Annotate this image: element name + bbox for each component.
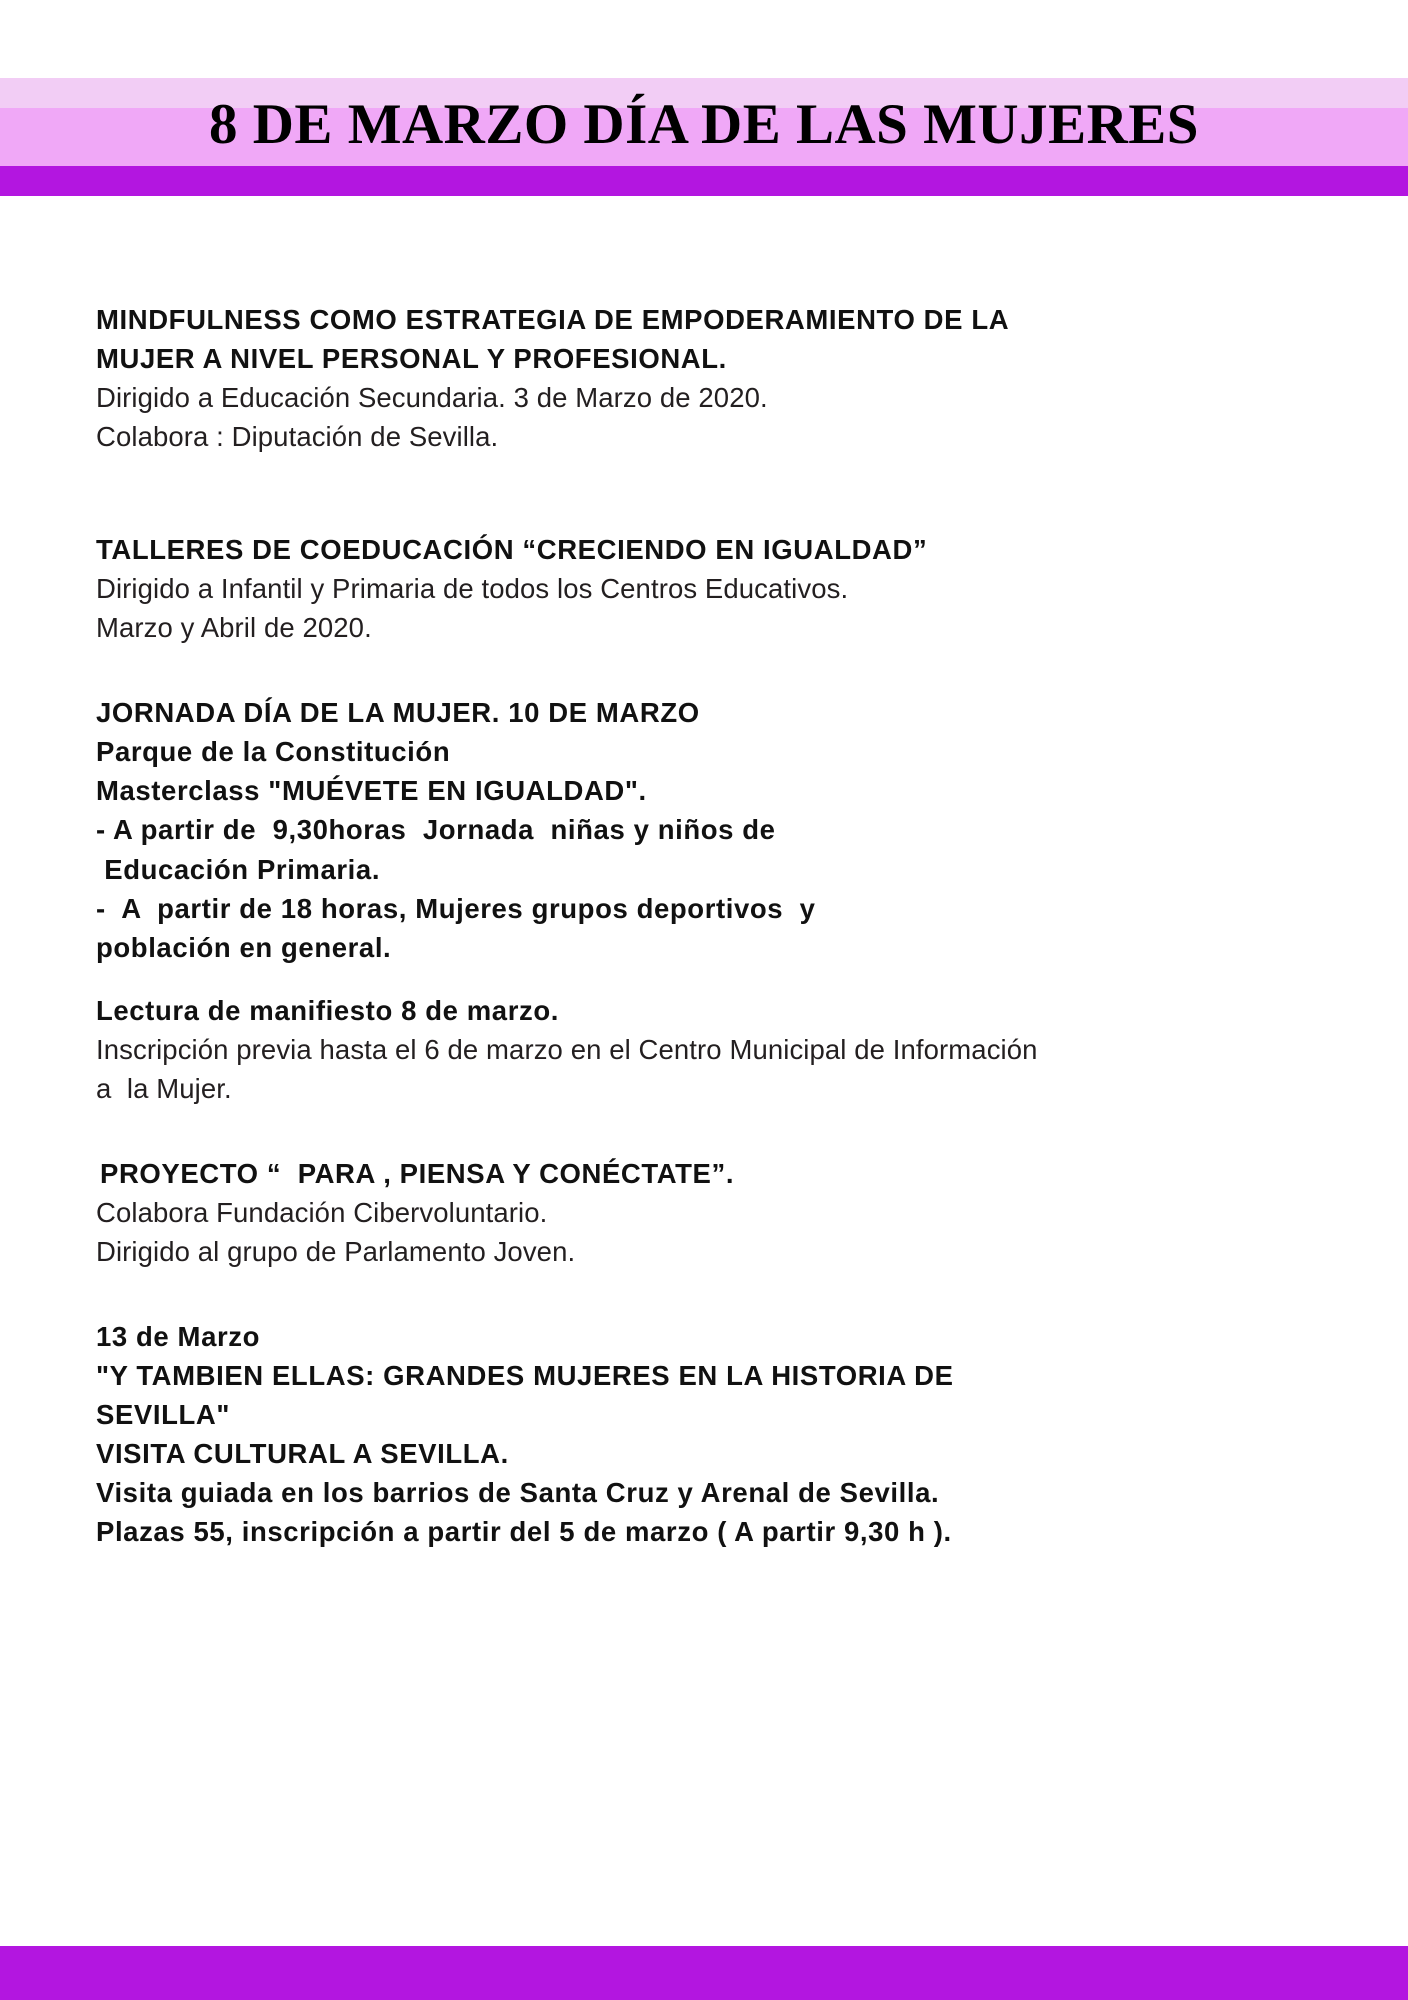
section-heading-line: TALLERES DE COEDUCACIÓN “CRECIENDO EN IGUALDAD”	[96, 534, 928, 566]
section-heading-line: Masterclass "MUÉVETE EN IGUALDAD".	[96, 775, 647, 807]
section-heading-line: JORNADA DÍA DE LA MUJER. 10 DE MARZO	[96, 697, 700, 729]
section-heading-line: - A partir de 9,30horas Jornada niñas y niños de	[96, 814, 776, 846]
section-detail-line: Dirigido a Educación Secundaria. 3 de Marzo de 2020.	[96, 382, 768, 414]
section-detail-line: Colabora : Diputación de Sevilla.	[96, 421, 499, 453]
section-heading-line: Educación Primaria.	[96, 853, 381, 885]
section-detail-line: Dirigido a Infantil y Primaria de todos los Centros Educativos.	[96, 573, 849, 605]
section-mindfulness	[96, 300, 1326, 456]
section-heading-line: - A partir de 18 horas, Mujeres grupos deportivos y	[96, 892, 816, 924]
section-heading-line: Lectura de manifiesto 8 de marzo.	[96, 994, 559, 1026]
section-heading-line: 13 de Marzo	[96, 1320, 261, 1352]
section-proyecto-para-piensa-conectate	[96, 1154, 1326, 1271]
section-detail-line: Colabora Fundación Cibervoluntario.	[96, 1196, 548, 1228]
page-title: 8 DE MARZO DÍA DE LAS MUJERES	[209, 93, 1199, 156]
section-heading-line: SEVILLA"	[96, 1399, 230, 1431]
section-detail-line: a la Mujer.	[96, 1072, 232, 1104]
section-jornada-dia-de-la-mujer	[96, 693, 1326, 966]
section-detail-line: Inscripción previa hasta el 6 de marzo en el Centro Municipal de Información	[96, 1033, 1038, 1065]
spacer	[96, 1108, 1326, 1154]
header-band-strong	[0, 166, 1408, 196]
spacer	[96, 967, 1326, 991]
section-heading-line: Parque de la Constitución	[96, 736, 451, 768]
section-visita-cultural-sevilla	[96, 1317, 1326, 1551]
section-heading-line: PROYECTO “ PARA , PIENSA Y CONÉCTATE”.	[100, 1157, 735, 1189]
section-talleres-coeducacion	[96, 530, 1326, 647]
footer-bar	[0, 1946, 1408, 2000]
section-heading-line: Visita guiada en los barrios de Santa Cruz y Arenal de Sevilla.	[96, 1477, 940, 1509]
spacer	[96, 647, 1326, 693]
spacer	[96, 456, 1326, 530]
spacer	[96, 1271, 1326, 1317]
section-heading-line: VISITA CULTURAL A SEVILLA.	[96, 1438, 509, 1470]
poster-body	[96, 300, 1326, 1551]
section-heading-line: "Y TAMBIEN ELLAS: GRANDES MUJERES EN LA HISTORIA DE	[96, 1359, 954, 1391]
section-detail-line: Dirigido al grupo de Parlamento Joven.	[96, 1235, 576, 1267]
section-heading-line: población en general.	[96, 931, 392, 963]
section-heading-line: MINDFULNESS COMO ESTRATEGIA DE EMPODERAMIENTO DE LA	[96, 304, 1010, 335]
section-heading-line: Plazas 55, inscripción a partir del 5 de marzo ( A partir 9,30 h ).	[96, 1516, 952, 1548]
section-detail-line: Marzo y Abril de 2020.	[96, 612, 372, 644]
section-lectura-manifiesto	[96, 991, 1326, 1108]
section-heading-line: MUJER A NIVEL PERSONAL Y PROFESIONAL.	[96, 343, 727, 375]
